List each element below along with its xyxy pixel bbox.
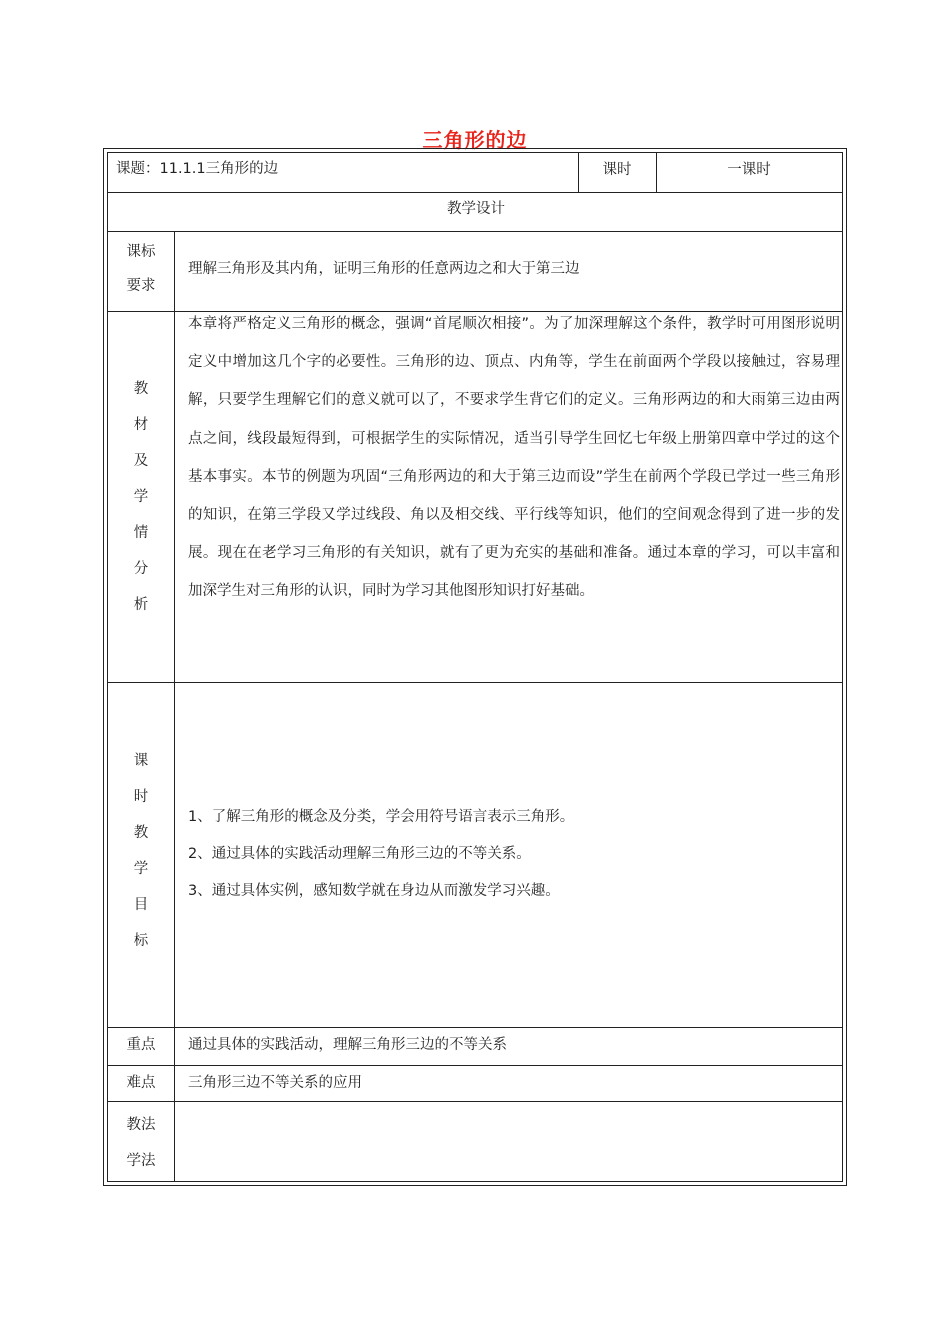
lesson-title-cell: 课题：11.1.1三角形的边 <box>116 161 279 177</box>
row-divider <box>108 192 842 193</box>
label-column-divider <box>174 231 175 1181</box>
method-label <box>108 1107 174 1179</box>
label-text: 及 <box>133 453 149 469</box>
page-title: 三角形的边 <box>422 128 528 152</box>
label-text: 学法 <box>126 1153 156 1169</box>
key-point-text: 通过具体的实践活动，理解三角形三边的不等关系 <box>188 1037 507 1053</box>
label-text: 课 <box>133 753 149 769</box>
row-divider <box>108 231 842 232</box>
goal-item: 3、通过具体实例，感知数学就在身边从而激发学习兴趣。 <box>188 883 560 899</box>
analysis-label <box>108 371 174 623</box>
label-text: 学 <box>133 861 149 877</box>
label-text: 材 <box>133 417 149 433</box>
period-label-cell: 课时 <box>602 162 632 178</box>
standard-text: 理解三角形及其内角，证明三角形的任意两边之和大于第三边 <box>188 261 580 277</box>
lesson-plan-table <box>103 148 847 1186</box>
goals-label <box>108 743 174 959</box>
label-text: 时 <box>133 789 149 805</box>
section-heading: 教学设计 <box>447 201 505 217</box>
goal-item: 1、了解三角形的概念及分类，学会用符号语言表示三角形。 <box>188 809 575 825</box>
label-text: 标 <box>133 933 149 949</box>
difficulty-text: 三角形三边不等关系的应用 <box>188 1075 362 1091</box>
analysis-text: 本章将严格定义三角形的概念，强调“首尾顺次相接”。为了加深理解这个条件，教学时可用图形说明定义中增加这几个字的必要性。三角形的边、顶点、内角等，学生在前面两个学段以接触过，容易理解，只要学生理解它们的意义就可以了，不要求学生背它们的定义。三角形两边的和大雨第三边由两点之间，线段最短得到，可根据学生的实际情况，适当引导学生回忆七年级上册第四章中学过的这个基本事实。本节的例题为巩固“三角形两边的和大于第三边而设”学生在前两个学段已学过一些三角形的知识，在第三学段又学过线段、角以及相交线、平行线等知识，他们的空间观念得到了进一步的发展。现在在老学习三角形的有关知识，就有了更为充实的基础和准备。通过本章的学习，可以丰富和加深学生对三角形的认识，同时为学习其他图形知识打好基础。 <box>188 316 840 600</box>
period-value-cell: 一课时 <box>727 162 771 178</box>
label-text: 教 <box>133 381 149 397</box>
row-divider <box>108 1101 842 1102</box>
label-text: 教 <box>133 825 149 841</box>
row-divider <box>108 1065 842 1066</box>
label-text: 目 <box>133 897 149 913</box>
label-text: 析 <box>133 597 149 613</box>
difficulty-label: 难点 <box>126 1075 156 1091</box>
label-text: 情 <box>133 525 149 541</box>
row-divider <box>108 1027 842 1028</box>
goal-item: 2、通过具体的实践活动理解三角形三边的不等关系。 <box>188 846 531 862</box>
label-text: 学 <box>133 489 149 505</box>
table-inner <box>107 152 843 1182</box>
key-point-label: 重点 <box>126 1037 156 1053</box>
label-text: 教法 <box>126 1117 156 1133</box>
standard-label <box>108 235 174 303</box>
label-text: 分 <box>133 561 149 577</box>
label-text: 课标 <box>126 244 156 260</box>
row-divider <box>108 682 842 683</box>
goals-list <box>188 799 574 910</box>
label-text: 要求 <box>126 278 156 294</box>
